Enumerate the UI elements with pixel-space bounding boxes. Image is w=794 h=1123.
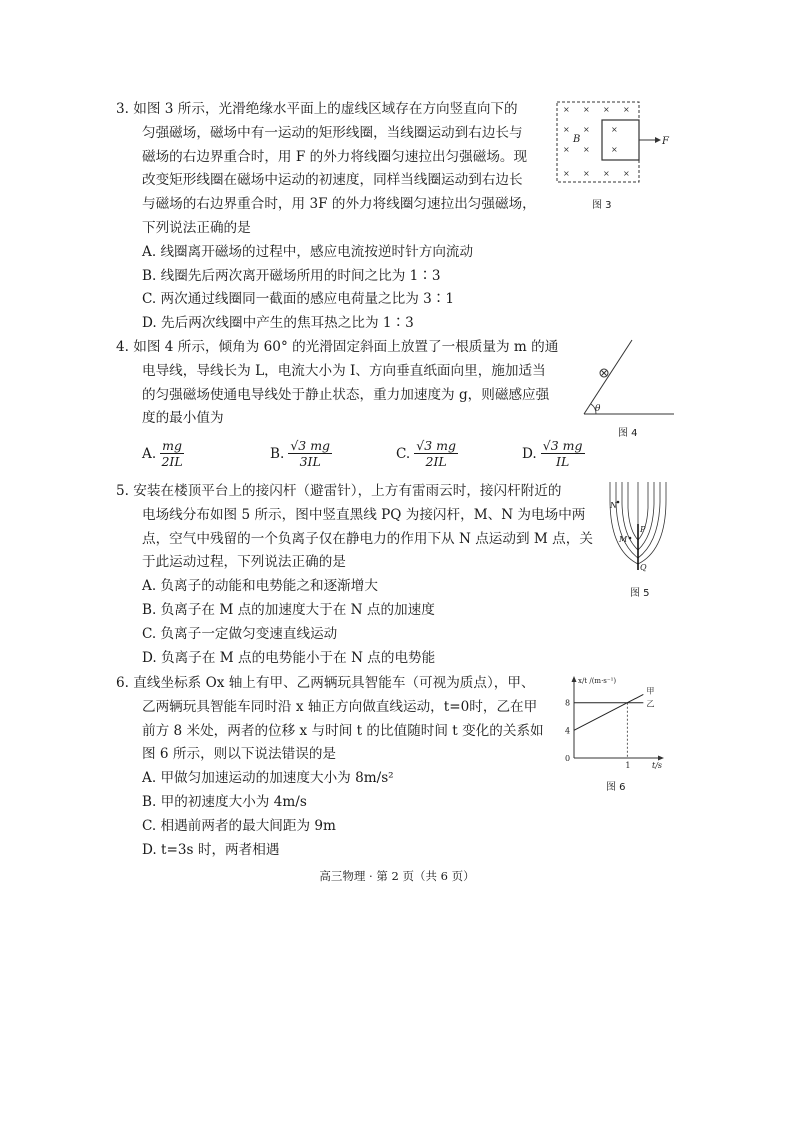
rectangular-coil	[602, 120, 639, 160]
question-4-stem-line: 电导线，导线长为 L，电流大小为 I、方向垂直纸面向里，施加适当	[142, 362, 546, 379]
svg-text:×: ×	[563, 125, 570, 134]
label-b: B	[573, 134, 581, 145]
denominator: 2IL	[425, 454, 447, 469]
question-5-option-c: C. 负离子一定做匀变速直线运动	[142, 625, 338, 642]
question-3-stem-line: 改变矩形线圈在磁场中运动的初速度，同样当线圈运动到右边长	[142, 172, 523, 189]
question-6-stem-line: 6. 直线坐标系 Ox 轴上有甲、乙两辆玩具智能车（可视为质点），甲、	[116, 675, 535, 691]
denominator: 2IL	[161, 454, 183, 469]
question-3-stem-line: 3. 如图 3 所示，光滑绝缘水平面上的虚线区域存在方向竖直向下的	[116, 101, 518, 117]
question-4	[116, 336, 558, 431]
point-m	[629, 537, 632, 540]
question-4-option-d	[522, 438, 585, 469]
question-6-option-d: D. t=3s 时，两者相遇	[142, 841, 280, 858]
denominator: 3IL	[299, 454, 321, 469]
electric-field-diagram	[606, 480, 670, 572]
x-over-t-chart	[556, 672, 676, 772]
question-6-stem-line: 乙两辆玩具智能车同时沿 x 轴正方向做直线运动，t=0时，乙在甲	[142, 698, 538, 715]
svg-text:×: ×	[563, 105, 570, 114]
question-3-option-a: A. 线圈离开磁场的过程中，感应电流按逆时针方向流动	[142, 243, 474, 260]
x-axis-arrow	[658, 756, 664, 761]
question-3-option-c: C. 两次通过线圈同一截面的感应电荷量之比为 3∶1	[142, 291, 455, 308]
svg-text:×: ×	[611, 125, 618, 134]
question-3-stem-line: 与磁场的右边界重合时，用 3F 的外力将线圈匀速拉出匀强磁场，	[142, 196, 536, 213]
question-5-option-b: B. 负离子在 M 点的加速度大于在 N 点的加速度	[142, 601, 435, 618]
option-letter: A.	[142, 445, 157, 462]
question-5-option-a: A. 负离子的动能和电势能之和逐渐增大	[142, 578, 378, 595]
fraction	[160, 438, 184, 469]
option-letter: C.	[396, 445, 411, 462]
figure-6-caption: 图 6	[606, 782, 626, 793]
question-6	[116, 672, 544, 862]
figure-5-caption: 图 5	[630, 588, 650, 599]
origin-label: 0	[565, 754, 571, 763]
question-4-stem-line: 的匀强磁场使通电导线处于静止状态，重力加速度为 g，则磁感应强	[142, 386, 550, 403]
figure-4	[570, 338, 680, 438]
denominator: IL	[556, 454, 570, 469]
svg-text:×: ×	[583, 145, 590, 154]
fraction	[288, 438, 332, 469]
question-3-option-b: B. 线圈先后两次离开磁场所用的时间之比为 1∶3	[142, 267, 441, 284]
question-4-stem-line: 4. 如图 4 所示，倾角为 60° 的光滑固定斜面上放置了一根质量为 m 的通	[116, 339, 559, 355]
question-5-stem-line: 5. 安装在楼顶平台上的接闪杆（避雷针），上方有雷雨云时，接闪杆附近的	[116, 483, 562, 499]
question-3	[116, 98, 536, 336]
question-5-option-d: D. 负离子在 M 点的电势能小于在 N 点的电势能	[142, 649, 436, 666]
numerator: √3 mg	[542, 438, 583, 453]
label-n: N	[610, 501, 617, 510]
y-axis-label: x/t /(m·s⁻¹)	[578, 677, 617, 685]
fraction	[414, 438, 458, 469]
y-axis-arrow	[572, 676, 577, 682]
question-6-stem-line: 前方 8 米处，两者的位移 x 与时间 t 的比值随时间 t 变化的关系如	[142, 722, 544, 739]
option-letter: B.	[270, 445, 285, 462]
question-3-stem-line: 匀强磁场，磁场中有一运动的矩形线圈，当线圈运动到右边长与	[142, 124, 523, 141]
label-p: P	[640, 525, 646, 534]
question-5-stem-line: 电场线分布如图 5 所示，图中竖直黑线 PQ 为接闪杆，M、N 为电场中两	[142, 506, 586, 523]
numerator: √3 mg	[416, 438, 456, 453]
x-tick-label: 1	[625, 761, 631, 770]
question-3-stem-line: 磁场的右边界重合时，用 F 的外力将线圈匀速拉出匀强磁场。现	[142, 148, 528, 165]
option-letter: D.	[522, 445, 537, 462]
svg-text:×: ×	[623, 169, 630, 178]
series-label-yi: 乙	[646, 699, 655, 709]
svg-text:×: ×	[563, 169, 570, 178]
svg-text:×: ×	[603, 105, 610, 114]
magnetic-field-diagram	[552, 98, 672, 188]
svg-text:×: ×	[623, 105, 630, 114]
question-6-option-a: A. 甲做匀加速运动的加速度大小为 8m/s²	[142, 770, 394, 787]
incline-line	[584, 340, 632, 414]
numerator: mg	[162, 438, 182, 453]
point-n	[617, 501, 620, 504]
question-5-stem-line: 点，空气中残留的一个负离子仅在静电力的作用下从 N 点运动到 M 点，关	[142, 530, 593, 547]
question-4-options	[142, 438, 602, 478]
figure-4-caption: 图 4	[618, 428, 638, 439]
svg-text:×: ×	[583, 169, 590, 178]
question-3-stem-line: 下列说法正确的是	[142, 219, 251, 236]
question-4-option-a	[142, 438, 184, 469]
svg-text:×: ×	[603, 169, 610, 178]
y-tick-label: 4	[565, 726, 571, 736]
svg-text:×: ×	[611, 145, 618, 154]
question-4-option-b	[270, 438, 332, 469]
figure-6	[556, 672, 676, 796]
svg-text:×: ×	[583, 125, 590, 134]
question-4-stem-line: 度的最小值为	[142, 410, 224, 427]
incline-diagram	[570, 338, 680, 420]
figure-5	[606, 480, 670, 600]
figure-3-caption: 图 3	[592, 200, 612, 211]
question-5	[116, 480, 593, 670]
question-6-option-c: C. 相遇前两者的最大间距为 9m	[142, 817, 336, 834]
label-q: Q	[640, 563, 647, 572]
figure-3	[552, 98, 672, 213]
label-m: M	[619, 535, 628, 544]
question-5-stem-line: 于此运动过程，下列说法正确的是	[142, 554, 346, 571]
question-4-option-c	[396, 438, 458, 469]
page-footer: 高三物理 · 第 2 页（共 6 页）	[319, 869, 475, 883]
svg-text:×: ×	[583, 105, 590, 114]
x-axis-label: t/s	[652, 761, 663, 770]
y-tick-label: 8	[565, 698, 571, 708]
label-theta: θ	[595, 404, 601, 414]
label-f: F	[662, 136, 669, 147]
question-6-option-b: B. 甲的初速度大小为 4m/s	[142, 793, 307, 810]
svg-text:×: ×	[563, 145, 570, 154]
force-arrow-head	[655, 137, 661, 143]
fraction	[541, 438, 585, 469]
series-label-jia: 甲	[646, 686, 655, 696]
numerator: √3 mg	[290, 438, 331, 453]
question-6-stem-line: 图 6 所示，则以下说法错误的是	[142, 746, 337, 763]
series-line-jia	[574, 694, 643, 730]
question-3-option-d: D. 先后两次线圈中产生的焦耳热之比为 1∶3	[142, 315, 414, 332]
